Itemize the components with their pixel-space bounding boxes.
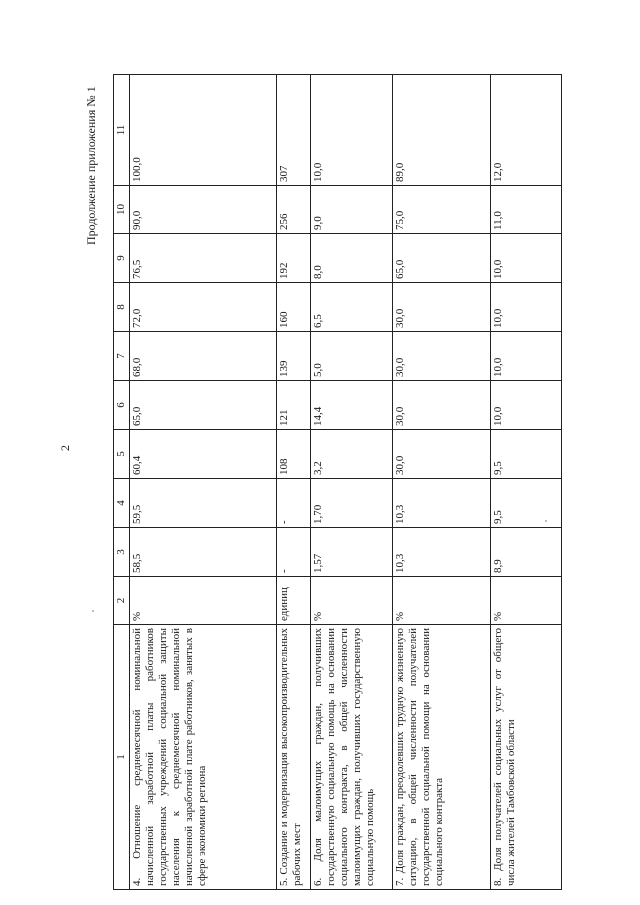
value-cell: 6,5 bbox=[311, 283, 393, 332]
value-cell: 8,9 bbox=[491, 528, 562, 577]
value-cell: 30,0 bbox=[393, 332, 491, 381]
value-cell: 75,0 bbox=[393, 186, 491, 234]
indicators-table bbox=[113, 74, 562, 890]
value-cell: 1,57 bbox=[311, 528, 393, 577]
value-cell: 65,0 bbox=[393, 234, 491, 283]
value-cell: 30,0 bbox=[393, 381, 491, 430]
unit-cell: % bbox=[130, 577, 277, 625]
value-cell: 59,5 bbox=[130, 479, 277, 528]
table-row bbox=[491, 75, 562, 890]
table-row bbox=[130, 75, 277, 890]
header-cell: 4 bbox=[114, 479, 130, 528]
indicator-cell: 4. Отношение среднемесячной номинальной начисленной заработной платы работников государственных учреждений социальной защиты населения к среднемесячной номинальной начисленной заработной плате работников, занятых в сфере экономики региона bbox=[130, 625, 277, 890]
value-cell: 192 bbox=[277, 234, 311, 283]
value-cell: 10,3 bbox=[393, 479, 491, 528]
header-cell: 3 bbox=[114, 528, 130, 577]
header-cell: 7 bbox=[114, 332, 130, 381]
header-cell: 5 bbox=[114, 430, 130, 479]
value-cell: 60,4 bbox=[130, 430, 277, 479]
value-cell: 100,0 bbox=[130, 75, 277, 186]
value-cell: 10,0 bbox=[491, 283, 562, 332]
indicator-cell: 7. Доля граждан, преодолевших трудную жизненную ситуацию, в общей численности получателей государственной социальной помощи на основании социального контракта bbox=[393, 625, 491, 890]
value-cell: 139 bbox=[277, 332, 311, 381]
value-cell: 108 bbox=[277, 430, 311, 479]
header-cell: 11 bbox=[114, 75, 130, 186]
value-cell: 3,2 bbox=[311, 430, 393, 479]
header-cell: 6 bbox=[114, 381, 130, 430]
value-cell: 121 bbox=[277, 381, 311, 430]
value-cell: 72,0 bbox=[130, 283, 277, 332]
value-cell: 9,5 bbox=[491, 430, 562, 479]
indicator-cell: 5. Создание и модернизация высокопроизводительных рабочих мест bbox=[277, 625, 311, 890]
table-row bbox=[311, 75, 393, 890]
unit-cell: % bbox=[491, 577, 562, 625]
value-cell: 12,0 bbox=[491, 75, 562, 186]
header-cell: 10 bbox=[114, 186, 130, 234]
value-cell: 256 bbox=[277, 186, 311, 234]
table-row bbox=[393, 75, 491, 890]
value-cell: 10,0 bbox=[491, 332, 562, 381]
value-cell: 30,0 bbox=[393, 430, 491, 479]
value-cell: 90,0 bbox=[130, 186, 277, 234]
value-cell: 9,5 bbox=[491, 479, 562, 528]
scan-speck bbox=[92, 610, 94, 612]
value-cell: 8,0 bbox=[311, 234, 393, 283]
value-cell: 5,0 bbox=[311, 332, 393, 381]
value-cell: 58,5 bbox=[130, 528, 277, 577]
value-cell: 76,5 bbox=[130, 234, 277, 283]
value-cell: 1,70 bbox=[311, 479, 393, 528]
indicator-cell: 6. Доля малоимущих граждан, получивших государственную социальную помощь на основании социального контракта, в общей численности малоимущих граждан, получивших государственную социальную помощь bbox=[311, 625, 393, 890]
value-cell: 11,0 bbox=[491, 186, 562, 234]
header-cell: 1 bbox=[114, 625, 130, 890]
value-cell: 30,0 bbox=[393, 283, 491, 332]
header-cell: 8 bbox=[114, 283, 130, 332]
table-row bbox=[277, 75, 311, 890]
value-cell: 160 bbox=[277, 283, 311, 332]
indicator-cell: 8. Доля получателей социальных услуг от общего числа жителей Тамбовской области bbox=[491, 625, 562, 890]
header-cell: 2 bbox=[114, 577, 130, 625]
table-header-row bbox=[114, 75, 130, 890]
appendix-title: Продолжение приложения № 1 bbox=[84, 86, 98, 245]
unit-cell: единиц bbox=[277, 577, 311, 625]
unit-cell: % bbox=[311, 577, 393, 625]
scan-speck bbox=[545, 520, 547, 522]
page-number: 2 bbox=[58, 445, 72, 451]
value-cell: 10,0 bbox=[491, 381, 562, 430]
value-cell: 65,0 bbox=[130, 381, 277, 430]
value-cell: 89,0 bbox=[393, 75, 491, 186]
value-cell: 10,0 bbox=[311, 75, 393, 186]
rotated-table-container bbox=[113, 75, 517, 890]
value-cell: 10,3 bbox=[393, 528, 491, 577]
value-cell: - bbox=[277, 528, 311, 577]
value-cell: 307 bbox=[277, 75, 311, 186]
value-cell: 9,0 bbox=[311, 186, 393, 234]
value-cell: - bbox=[277, 479, 311, 528]
header-cell: 9 bbox=[114, 234, 130, 283]
value-cell: 14,4 bbox=[311, 381, 393, 430]
unit-cell: % bbox=[393, 577, 491, 625]
value-cell: 10,0 bbox=[491, 234, 562, 283]
value-cell: 68,0 bbox=[130, 332, 277, 381]
